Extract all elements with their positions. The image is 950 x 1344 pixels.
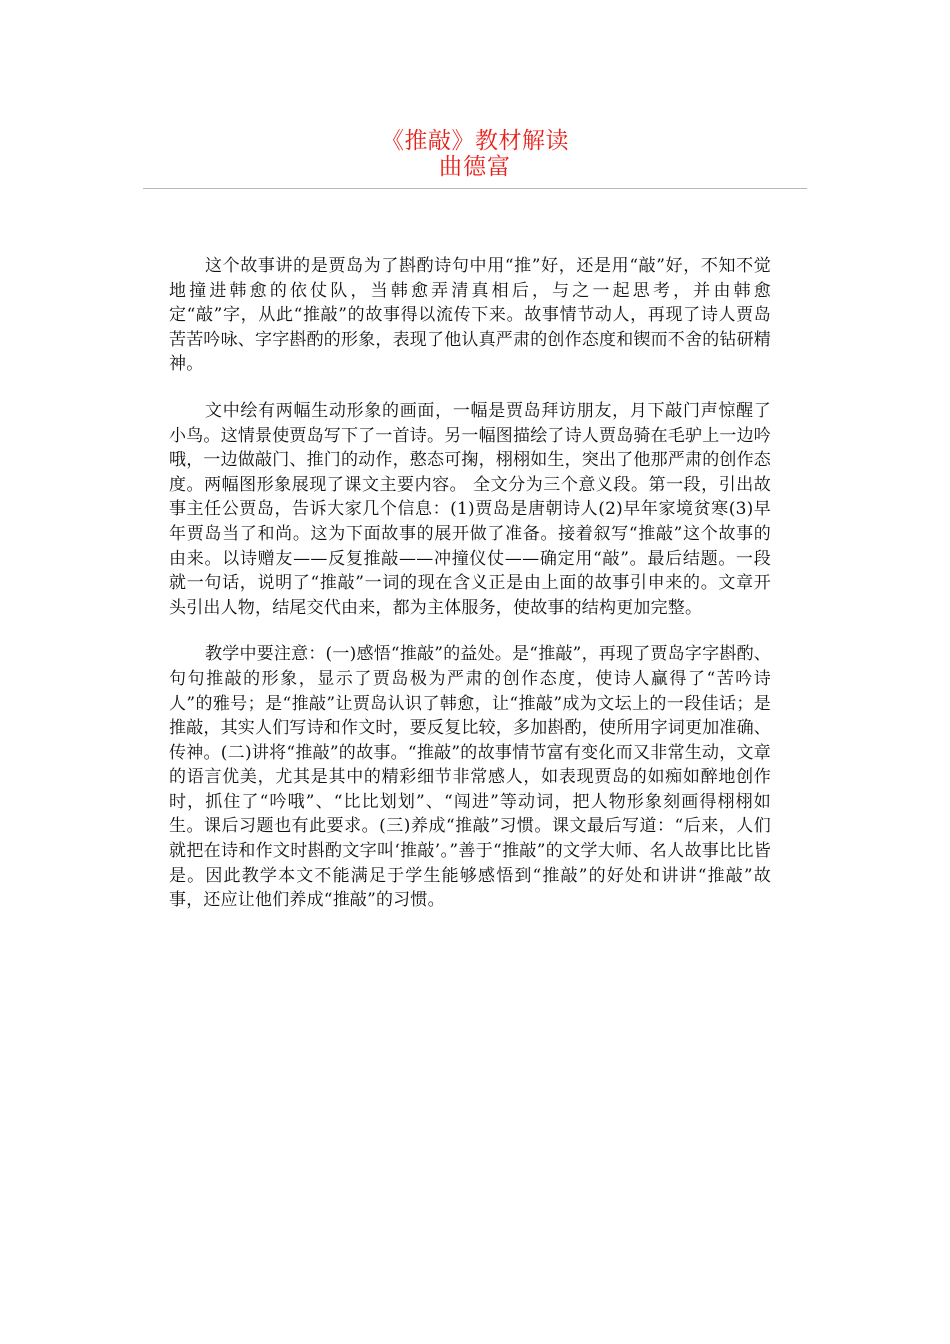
paragraph-1: 这个故事讲的是贾岛为了斟酌诗句中用“推”好，还是用“敲”好，不知不觉地撞进韩愈的依仗队，当韩愈弄清真相后，与之一起思考，并由韩愈定“敲”字，从此“推敲”的故事得以流传下来。故事情节动人，再现了诗人贾岛苦苦吟咏、字字斟酌的形象，表现了他认真严肃的创作态度和锲而不舍的钻研精神。	[169, 256, 771, 375]
paragraph-2: 文中绘有两幅生动形象的画面，一幅是贾岛拜访朋友，月下敲门声惊醒了小鸟。这情景使贾岛写下了一首诗。另一幅图描绘了诗人贾岛骑在毛驴上一边吟哦，一边做敲门、推门的动作，憨态可掬，栩栩如生，突出了他那严肃的创作态度。两幅图形象展现了课文主要内容。 全文分为三个意义段。第一段，引出故事主任公贾岛，告诉大家几个信息：(1)贾岛是唐朝诗人(2)早年家境贫寒(3)早年贾岛当了和尚。这为下面故事的展开做了准备。接着叙写“推敲”这个故事的由来。以诗赠友——反复推敲——冲撞仪仗——确定用“敲”。最后结题。一段就一句话，说明了“推敲”一词的现在含义正是由上面的故事引申来的。文章开头引出人物，结尾交代由来，都为主体服务，使故事的结构更加完整。	[169, 400, 771, 618]
document-title: 《推敲》教材解读	[381, 128, 569, 154]
paragraph-3: 教学中要注意：(一)感悟“推敲”的益处。是“推敲”，再现了贾岛字字斟酌、句句推敲的形象，显示了贾岛极为严肃的创作态度，使诗人赢得了“苦吟诗人”的雅号；是“推敲”让贾岛认识了韩愈，让“推敲”成为文坛上的一段佳话；是推敲，其实人们写诗和作文时，要反复比较，多加斟酌，使所用字词更加准确、传神。(二)讲将“推敲”的故事。“推敲”的故事情节富有变化而又非常生动，文章的语言优美，尤其是其中的精彩细节非常感人，如表现贾岛的如痴如醉地创作时，抓住了“吟哦”、“比比划划”、“闯进”等动词，把人物形象刻画得栩栩如生。课后习题也有此要求。(三)养成“推敲”习惯。课文最后写道：“后来，人们就把在诗和作文时斟酌文字叫‘推敲’。”善于“推敲”的文学大师、名人故事比比皆是。因此教学本文不能满足于学生能够感悟到“推敲”的好处和讲讲“推敲”故事，还应让他们养成“推敲”的习惯。	[169, 644, 771, 911]
document-author: 曲德富	[439, 154, 511, 180]
header-divider	[143, 188, 807, 189]
document-body	[169, 254, 771, 935]
